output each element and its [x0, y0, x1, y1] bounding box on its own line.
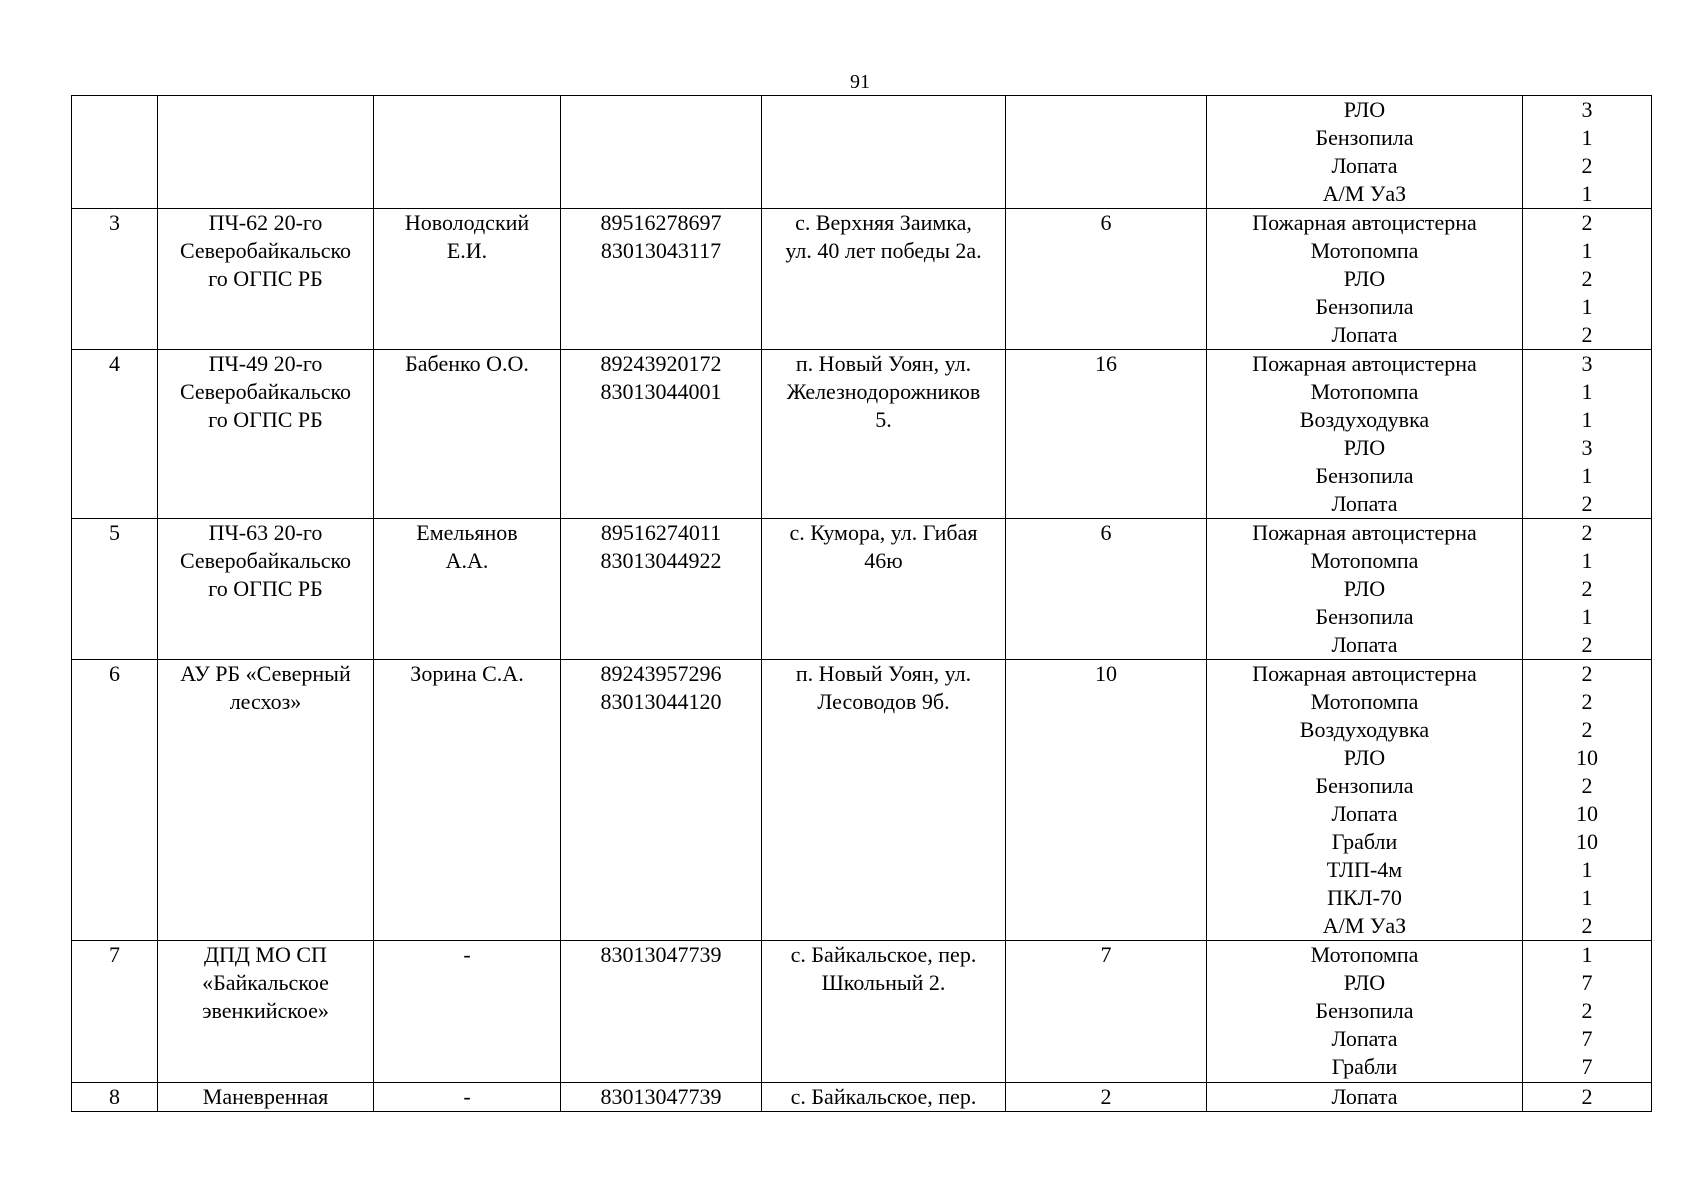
unit-name-line: «Байкальское: [202, 970, 329, 995]
equipment-item: Лопата: [1331, 153, 1398, 178]
equipment-item: ТЛП-4м: [1326, 857, 1403, 882]
unit-name-line: го ОГПС РБ: [208, 407, 323, 432]
equipment-item: Бензопила: [1315, 998, 1414, 1023]
quantity-cell: [1523, 941, 1652, 1083]
table-row: [72, 941, 1652, 1083]
address-line: Железнодорожников: [786, 379, 981, 404]
head-name-cell: [374, 209, 561, 350]
equipment-item: Мотопомпа: [1310, 379, 1419, 404]
head-name-cell: [374, 660, 561, 941]
unit-name-cell: [158, 1083, 374, 1112]
phones-cell: [561, 660, 762, 941]
quantity-value: 2: [1581, 491, 1593, 516]
phones-cell: [561, 1083, 762, 1112]
equipment-item: РЛО: [1343, 745, 1386, 770]
equipment-item: Бензопила: [1315, 125, 1414, 150]
quantity-value: 7: [1581, 1026, 1593, 1051]
address-line: с. Байкальское, пер.: [790, 1084, 977, 1109]
quantity-value: 1: [1581, 548, 1593, 573]
quantity-value: 2: [1581, 689, 1593, 714]
unit-name-line: го ОГПС РБ: [208, 266, 323, 291]
quantity-value: 2: [1581, 1084, 1593, 1109]
equipment-item: Пожарная автоцистерна: [1252, 210, 1477, 235]
staff-count: 7: [1100, 942, 1112, 967]
equipment-item: Пожарная автоцистерна: [1252, 351, 1477, 376]
phone-number: 83013044922: [600, 548, 722, 573]
row-number-cell: [72, 209, 158, 350]
phone-number: 83013047739: [600, 942, 722, 967]
quantity-value: 3: [1581, 351, 1593, 376]
staff-count-cell: [1006, 660, 1207, 941]
quantity-value: 1: [1581, 463, 1593, 488]
address-line: Лесоводов 9б.: [817, 689, 950, 714]
phone-number: 83013044120: [600, 689, 722, 714]
head-name-line: А.А.: [445, 548, 489, 573]
equipment-cell: [1207, 350, 1523, 519]
equipment-item: РЛО: [1343, 266, 1386, 291]
staff-count-cell: [1006, 350, 1207, 519]
staff-count: 10: [1095, 661, 1117, 686]
equipment-item: Лопата: [1331, 1084, 1398, 1109]
quantity-cell: [1523, 1083, 1652, 1112]
equipment-item: Грабли: [1331, 829, 1398, 854]
equipment-cell: [1207, 209, 1523, 350]
equipment-item: Бензопила: [1315, 773, 1414, 798]
head-name-cell: [374, 350, 561, 519]
row-number: 5: [109, 520, 120, 545]
staff-count-cell: [1006, 519, 1207, 660]
head-name-cell: [374, 96, 561, 209]
unit-name-line: АУ РБ «Северный: [180, 661, 351, 686]
equipment-item: А/М УаЗ: [1322, 913, 1407, 938]
address-line: с. Байкальское, пер.: [790, 942, 977, 967]
unit-name-line: Северобайкальско: [179, 548, 352, 573]
quantity-value: 7: [1581, 970, 1593, 995]
phone-number: 83013044001: [600, 379, 722, 404]
quantity-value: 1: [1581, 942, 1593, 967]
equipment-cell: [1207, 96, 1523, 209]
phone-number: 89243957296: [600, 661, 722, 686]
table-row: [72, 96, 1652, 209]
unit-name-line: ПЧ-63 20-го: [208, 520, 323, 545]
quantity-value: 10: [1576, 829, 1598, 854]
equipment-item: Мотопомпа: [1310, 689, 1419, 714]
row-number-cell: [72, 350, 158, 519]
address-line: 46ю: [864, 548, 903, 573]
head-name-cell: [374, 941, 561, 1083]
quantity-value: 1: [1581, 604, 1593, 629]
equipment-item: Воздуходувка: [1299, 407, 1430, 432]
quantity-value: 1: [1581, 379, 1593, 404]
quantity-value: 2: [1581, 773, 1593, 798]
address-line: п. Новый Уоян, ул.: [795, 661, 972, 686]
address-line: 5.: [875, 407, 892, 432]
equipment-item: Лопата: [1331, 801, 1398, 826]
equipment-cell: [1207, 941, 1523, 1083]
quantity-cell: [1523, 209, 1652, 350]
equipment-item: Лопата: [1331, 632, 1398, 657]
quantity-value: 2: [1581, 717, 1593, 742]
equipment-item: РЛО: [1343, 435, 1386, 460]
head-name-line: -: [463, 942, 471, 967]
unit-name-line: Северобайкальско: [179, 379, 352, 404]
equipment-item: Лопата: [1331, 491, 1398, 516]
equipment-item: А/М УаЗ: [1322, 181, 1407, 206]
equipment-item: Мотопомпа: [1310, 942, 1419, 967]
table-row: [72, 660, 1652, 941]
table-body: [72, 96, 1652, 1112]
unit-name-line: Маневренная: [202, 1084, 329, 1109]
quantity-value: 1: [1581, 125, 1593, 150]
address-cell: [762, 941, 1006, 1083]
head-name-line: Новолодский: [404, 210, 530, 235]
phones-cell: [561, 96, 762, 209]
equipment-item: ПКЛ-70: [1327, 885, 1402, 910]
head-name-line: Емельянов: [416, 520, 518, 545]
row-number: 4: [109, 351, 120, 376]
equipment-item: Мотопомпа: [1310, 238, 1419, 263]
phone-number: 89243920172: [600, 351, 722, 376]
unit-name-cell: [158, 350, 374, 519]
row-number: 3: [109, 210, 120, 235]
phone-number: 89516274011: [600, 520, 722, 545]
address-line: п. Новый Уоян, ул.: [795, 351, 972, 376]
table-row: [72, 519, 1652, 660]
equipment-item: Пожарная автоцистерна: [1252, 520, 1477, 545]
phone-number: 83013047739: [600, 1084, 722, 1109]
head-name-line: Бабенко О.О.: [405, 351, 529, 376]
quantity-value: 2: [1581, 266, 1593, 291]
phones-cell: [561, 941, 762, 1083]
staff-count: 6: [1100, 520, 1112, 545]
quantity-value: 2: [1581, 210, 1593, 235]
quantity-value: 7: [1581, 1054, 1593, 1079]
table-row: [72, 209, 1652, 350]
unit-name-cell: [158, 519, 374, 660]
address-cell: [762, 519, 1006, 660]
equipment-item: Лопата: [1331, 1026, 1398, 1051]
quantity-value: 1: [1581, 294, 1593, 319]
staff-count-cell: [1006, 209, 1207, 350]
staff-count: 2: [1100, 1084, 1112, 1109]
unit-name-line: го ОГПС РБ: [208, 576, 323, 601]
head-name-line: Е.И.: [446, 238, 488, 263]
address-line: ул. 40 лет победы 2а.: [785, 238, 982, 263]
quantity-value: 3: [1581, 97, 1593, 122]
quantity-cell: [1523, 96, 1652, 209]
row-number-cell: [72, 941, 158, 1083]
equipment-item: РЛО: [1343, 970, 1386, 995]
equipment-item: Грабли: [1331, 1054, 1398, 1079]
equipment-cell: [1207, 519, 1523, 660]
quantity-cell: [1523, 350, 1652, 519]
quantity-value: 10: [1576, 801, 1598, 826]
quantity-value: 10: [1576, 745, 1598, 770]
address-line: с. Кумора, ул. Гибая: [789, 520, 978, 545]
unit-name-cell: [158, 660, 374, 941]
address-cell: [762, 1083, 1006, 1112]
unit-name-line: ДПД МО СП: [204, 942, 327, 967]
equipment-item: Пожарная автоцистерна: [1252, 661, 1477, 686]
head-name-cell: [374, 1083, 561, 1112]
quantity-value: 1: [1581, 238, 1593, 263]
quantity-value: 1: [1581, 181, 1593, 206]
unit-name-line: эвенкийское»: [202, 998, 329, 1023]
staff-count-cell: [1006, 941, 1207, 1083]
unit-name-line: ПЧ-62 20-го: [208, 210, 323, 235]
row-number-cell: [72, 1083, 158, 1112]
unit-name-cell: [158, 941, 374, 1083]
unit-name-line: лесхоз»: [229, 689, 302, 714]
head-name-line: Зорина С.А.: [410, 661, 524, 686]
address-line: Школьный 2.: [821, 970, 946, 995]
phone-number: 89516278697: [600, 210, 722, 235]
row-number: 7: [109, 942, 120, 967]
equipment-cell: [1207, 1083, 1523, 1112]
quantity-cell: [1523, 660, 1652, 941]
address-cell: [762, 660, 1006, 941]
table-row: [72, 1083, 1652, 1112]
equipment-item: Бензопила: [1315, 463, 1414, 488]
address-cell: [762, 350, 1006, 519]
quantity-value: 1: [1581, 885, 1593, 910]
head-name-line: -: [463, 1084, 471, 1109]
unit-name-line: Северобайкальско: [179, 238, 352, 263]
equipment-item: Воздуходувка: [1299, 717, 1430, 742]
row-number: 6: [109, 661, 120, 686]
quantity-value: 2: [1581, 632, 1593, 657]
equipment-item: РЛО: [1343, 97, 1386, 122]
row-number-cell: [72, 96, 158, 209]
row-number-cell: [72, 519, 158, 660]
unit-name-cell: [158, 96, 374, 209]
staff-count-cell: [1006, 1083, 1207, 1112]
quantity-value: 2: [1581, 153, 1593, 178]
phones-cell: [561, 209, 762, 350]
staff-count-cell: [1006, 96, 1207, 209]
quantity-value: 1: [1581, 857, 1593, 882]
unit-name-line: ПЧ-49 20-го: [208, 351, 323, 376]
address-cell: [762, 209, 1006, 350]
quantity-cell: [1523, 519, 1652, 660]
quantity-value: 2: [1581, 661, 1593, 686]
unit-name-cell: [158, 209, 374, 350]
phones-cell: [561, 519, 762, 660]
quantity-value: 2: [1581, 520, 1593, 545]
page-number: 91: [850, 71, 870, 93]
head-name-cell: [374, 519, 561, 660]
quantity-value: 1: [1581, 407, 1593, 432]
staff-count: 6: [1100, 210, 1112, 235]
quantity-value: 2: [1581, 576, 1593, 601]
address-cell: [762, 96, 1006, 209]
staff-count: 16: [1095, 351, 1117, 376]
equipment-cell: [1207, 660, 1523, 941]
quantity-value: 2: [1581, 998, 1593, 1023]
quantity-value: 2: [1581, 913, 1593, 938]
row-number: 8: [109, 1084, 120, 1109]
table-row: [72, 350, 1652, 519]
equipment-item: РЛО: [1343, 576, 1386, 601]
resources-table: [71, 95, 1652, 1112]
equipment-item: Бензопила: [1315, 604, 1414, 629]
quantity-value: 2: [1581, 322, 1593, 347]
address-line: с. Верхняя Заимка,: [795, 210, 972, 235]
equipment-item: Лопата: [1331, 322, 1398, 347]
row-number-cell: [72, 660, 158, 941]
equipment-item: Мотопомпа: [1310, 548, 1419, 573]
equipment-item: Бензопила: [1315, 294, 1414, 319]
quantity-value: 3: [1581, 435, 1593, 460]
phone-number: 83013043117: [600, 238, 722, 263]
phones-cell: [561, 350, 762, 519]
